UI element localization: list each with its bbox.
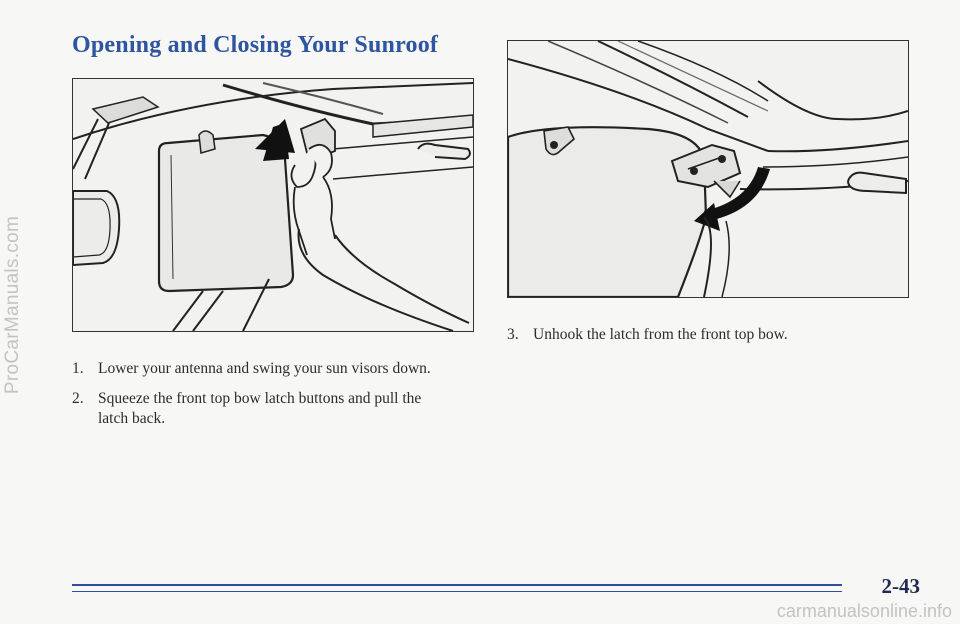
step-2-text-line2: latch back.	[98, 410, 166, 427]
illustration-squeeze-latch-drawing	[73, 79, 473, 331]
page-number: 2-43	[881, 574, 920, 598]
step-2	[72, 389, 492, 429]
watermark-side-text: ProCarManuals.com	[2, 215, 23, 395]
step-3-number: 3.	[507, 326, 519, 343]
illustration-unhook-latch	[507, 40, 909, 298]
step-3-text: Unhook the latch from the front top bow.	[533, 326, 788, 343]
page-title: Opening and Closing Your Sunroof	[72, 32, 439, 58]
footer-rule-thin	[72, 591, 842, 592]
step-1	[72, 359, 492, 379]
step-2-text-line1: Squeeze the front top bow latch buttons and pull the	[98, 390, 422, 407]
step-1-number: 1.	[72, 360, 84, 377]
step-2-number: 2.	[72, 390, 84, 407]
step-1-text: Lower your antenna and swing your sun visors down.	[98, 360, 431, 377]
illustration-unhook-latch-drawing	[508, 41, 908, 297]
watermark-bottom: carmanualsonline.info	[776, 601, 952, 621]
footer-rule-thick	[72, 584, 842, 586]
step-3	[507, 325, 927, 345]
watermark-side	[2, 70, 24, 540]
illustration-squeeze-latch	[72, 78, 474, 332]
